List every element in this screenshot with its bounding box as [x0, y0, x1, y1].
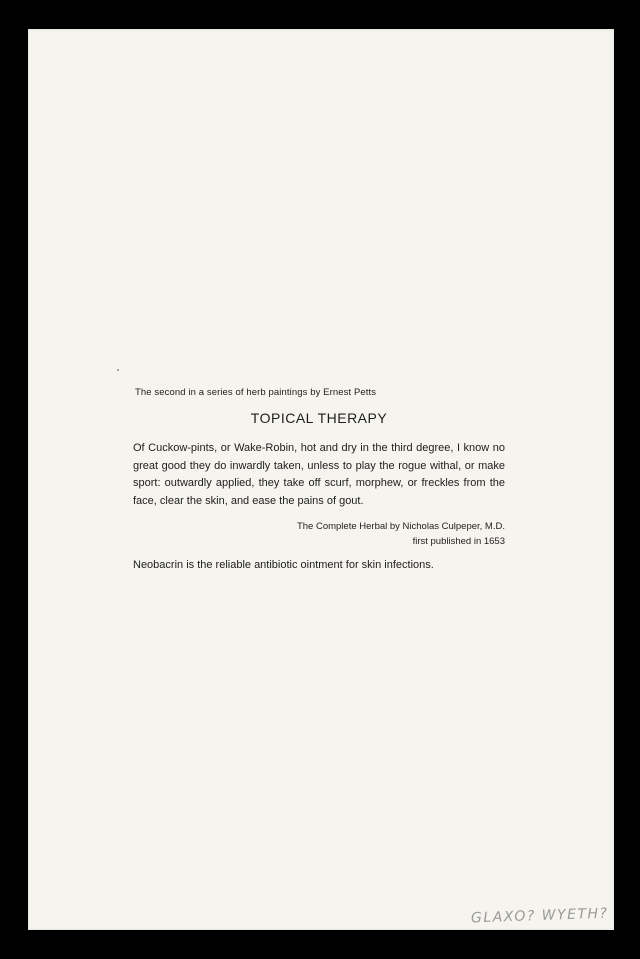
document-title: TOPICAL THERAPY [250, 410, 388, 426]
document-page [28, 29, 614, 930]
paper-speck [117, 369, 119, 371]
citation-source: The Complete Herbal by Nicholas Culpeper, M.D. [296, 521, 505, 532]
citation [133, 519, 505, 549]
series-intro: The second in a series of herb paintings by Ernest Petts [135, 387, 377, 398]
handwritten-note: GLAXO? WYETH? [470, 905, 609, 927]
product-tagline: Neobacrin is the reliable antibiotic ointment for skin infections. [133, 559, 434, 571]
citation-date: first published in 1653 [412, 536, 505, 547]
text-block [133, 387, 505, 571]
herbal-quotation: Of Cuckow-pints, or Wake-Robin, hot and dry in the third degree, I know no great good they do inwardly taken, unless to play the rogue withal, or make sport: outwardly applied, they take off scurf, morphew, or freckles from the face, clear the skin, and ease the pains of gout. [133, 442, 505, 507]
